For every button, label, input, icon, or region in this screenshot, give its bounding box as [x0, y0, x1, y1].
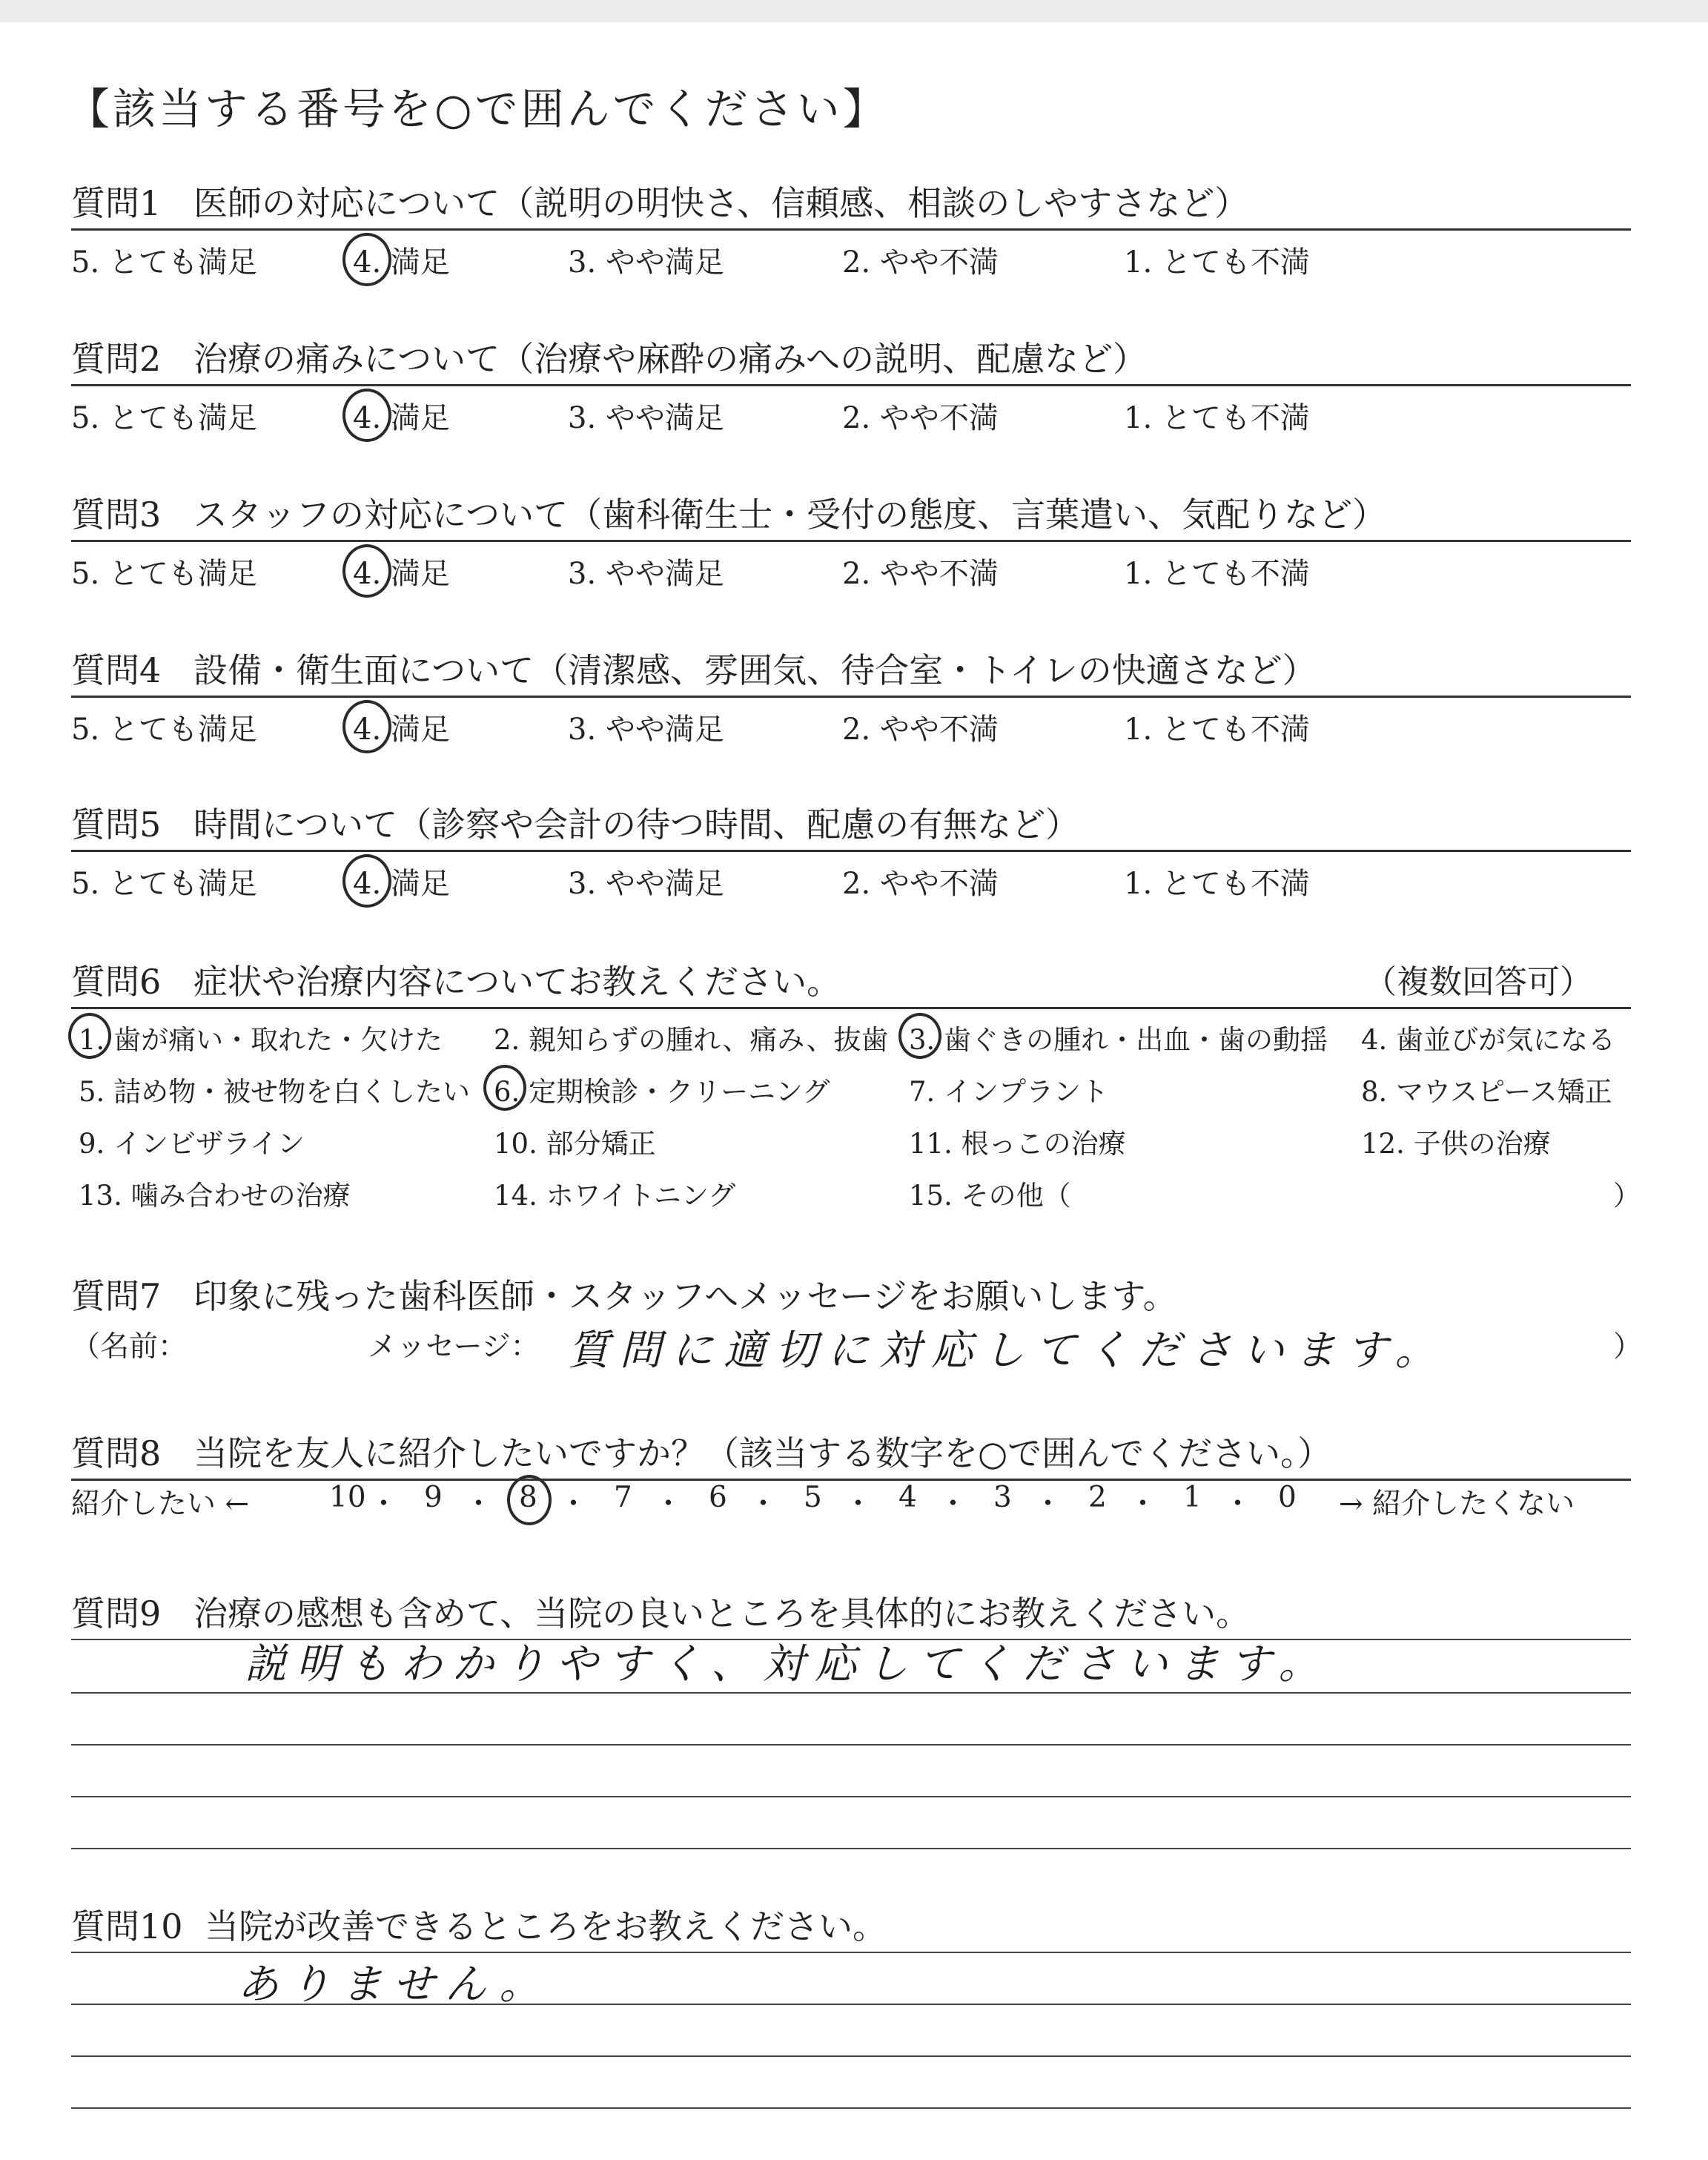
question-text: スタッフの対応について（歯科衛生士・受付の態度、言葉遣い、気配りなど）: [193, 495, 1387, 535]
question-text: 治療の痛みについて（治療や麻酔の痛みへの説明、配慮など）: [193, 339, 1148, 379]
rating-option[interactable]: 5. とても満足: [71, 867, 257, 901]
scale-dot: ・: [749, 1487, 778, 1521]
question-heading: [71, 1587, 1250, 1636]
scale-number[interactable]: 3: [993, 1481, 1012, 1514]
answer-line: [71, 2107, 1631, 2109]
symptom-option[interactable]: 2. 親知らずの腫れ、痛み、抜歯: [494, 1024, 889, 1056]
scale-number[interactable]: 1: [1183, 1481, 1202, 1514]
question-text: 当院が改善できるところをお教えください。: [205, 1906, 887, 1946]
selected-circle-mark: [342, 854, 391, 908]
scale-dot: ・: [844, 1487, 873, 1521]
symptom-option[interactable]: 7. インプラント: [909, 1076, 1109, 1108]
rating-option[interactable]: 1. とても不満: [1124, 557, 1310, 591]
scale-right-label: → 紹介したくない: [1339, 1487, 1575, 1521]
selected-circle-mark: [342, 233, 391, 286]
multiple-answer-note: （複数回答可）: [1364, 963, 1592, 1001]
rating-option[interactable]: 2. やや不満: [842, 713, 999, 747]
symptom-option[interactable]: 4. 歯並びが気になる: [1361, 1024, 1616, 1056]
handwritten-message: 質問に適切に対応してくださいます。: [568, 1327, 1447, 1375]
rating-option[interactable]: 3. やや満足: [568, 557, 724, 591]
question-number: 質問7: [71, 1276, 162, 1316]
symptom-option[interactable]: 10. 部分矯正: [494, 1128, 656, 1160]
heading-rule: [71, 228, 1631, 231]
heading-rule: [71, 850, 1631, 852]
question-text: 症状や治療内容についてお教えください。: [193, 962, 841, 1002]
selected-circle-mark: [483, 1065, 526, 1111]
scale-dot: ・: [464, 1487, 494, 1521]
rating-option[interactable]: 3. やや満足: [568, 867, 724, 901]
symptom-option[interactable]: 13. 噛み合わせの治療: [79, 1180, 351, 1212]
question-number: 質問8: [71, 1433, 162, 1473]
handwritten-answer: 説明もわかりやすく、対応してくださいます。: [245, 1640, 1331, 1688]
scale-dot: ・: [1033, 1487, 1063, 1521]
form-title: 【該当する番号を○で囲んでください】: [67, 84, 889, 134]
symptom-option[interactable]: 14. ホワイトニング: [494, 1180, 736, 1212]
rating-option[interactable]: 1. とても不満: [1124, 245, 1310, 280]
symptom-option[interactable]: 8. マウスピース矯正: [1361, 1076, 1612, 1108]
question-number: 質問6: [71, 962, 162, 1002]
question-heading: [71, 955, 841, 1004]
question-heading: [71, 488, 1386, 537]
rating-option[interactable]: 5. とても満足: [71, 557, 257, 591]
rating-option[interactable]: 1. とても不満: [1124, 401, 1310, 435]
question-heading: [71, 332, 1147, 381]
scale-number[interactable]: 2: [1088, 1481, 1107, 1514]
question-heading: [71, 798, 1079, 847]
handwritten-answer: ありません。: [237, 1961, 552, 2009]
question-text: 医師の対応について（説明の明快さ、信頼感、相談のしやすさなど）: [193, 183, 1249, 223]
question-text: 時間について（診察や会計の待つ時間、配慮の有無など）: [193, 805, 1080, 845]
heading-rule: [71, 540, 1631, 542]
symptom-option[interactable]: 9. インビザライン: [79, 1128, 305, 1160]
heading-rule: [71, 1007, 1631, 1009]
question-heading: [71, 644, 1317, 693]
question-number: 質問2: [71, 339, 162, 379]
question-heading: [71, 1427, 1331, 1476]
scale-number[interactable]: 0: [1278, 1481, 1297, 1514]
heading-rule: [71, 384, 1631, 386]
selected-circle-mark: [342, 700, 391, 753]
scale-number[interactable]: 7: [614, 1481, 632, 1514]
close-paren: ）: [1613, 1180, 1641, 1212]
scale-dot: ・: [559, 1487, 589, 1521]
symptom-options: [71, 1017, 1641, 1240]
close-paren: ）: [1613, 1330, 1643, 1364]
rating-option[interactable]: 2. やや不満: [842, 401, 999, 435]
question-text: 印象に残った歯科医師・スタッフへメッセージをお願いします。: [193, 1276, 1177, 1316]
symptom-option[interactable]: 6. 定期検診・クリーニング: [494, 1076, 830, 1108]
scale-number[interactable]: 10: [329, 1481, 366, 1514]
rating-option[interactable]: 4. 満足: [353, 713, 450, 747]
selected-circle-mark: [507, 1475, 552, 1525]
question-heading: [71, 1900, 887, 1949]
scale-left-label: 紹介したい ←: [71, 1487, 250, 1521]
question-number: 質問3: [71, 495, 162, 535]
rating-option[interactable]: 4. 満足: [353, 867, 450, 901]
scale-number[interactable]: 4: [898, 1481, 917, 1514]
rating-option[interactable]: 5. とても満足: [71, 713, 257, 747]
scan-top-border: [0, 0, 1708, 22]
answer-line: [71, 1744, 1631, 1745]
question-text: 治療の感想も含めて、当院の良いところを具体的にお教えください。: [193, 1593, 1251, 1634]
message-row: [71, 1324, 1643, 1375]
scale-dot: ・: [939, 1487, 968, 1521]
rating-option[interactable]: 5. とても満足: [71, 401, 257, 435]
name-label: （名前：: [71, 1330, 188, 1364]
heading-rule: [71, 696, 1631, 698]
selected-circle-mark: [68, 1013, 111, 1059]
rating-option[interactable]: 3. やや満足: [568, 245, 724, 280]
selected-circle-mark: [342, 389, 391, 442]
rating-option[interactable]: 1. とても不満: [1124, 867, 1310, 901]
scale-dot: ・: [1128, 1487, 1158, 1521]
question-number: 質問9: [71, 1593, 162, 1634]
rating-option[interactable]: 2. やや不満: [842, 557, 999, 591]
scale-number[interactable]: 8: [519, 1481, 537, 1514]
scale-dot: ・: [1223, 1487, 1253, 1521]
selected-circle-mark: [898, 1013, 941, 1059]
message-label: メッセージ：: [368, 1330, 540, 1364]
scale-number[interactable]: 6: [709, 1481, 727, 1514]
rating-option[interactable]: 4. 満足: [353, 557, 450, 591]
rating-option[interactable]: 4. 満足: [353, 245, 450, 280]
rating-option[interactable]: 4. 満足: [353, 401, 450, 435]
scale-number[interactable]: 5: [804, 1481, 822, 1514]
question-heading: [71, 176, 1248, 225]
rating-option[interactable]: 1. とても不満: [1124, 713, 1310, 747]
scale-dot: ・: [369, 1487, 399, 1521]
question-heading: [71, 1269, 1177, 1318]
question-number: 質問10: [71, 1906, 183, 1946]
question-text: 設備・衛生面について（清潔感、雰囲気、待合室・トイレの快適さなど）: [193, 650, 1317, 690]
answer-line: [71, 1796, 1631, 1797]
recommend-scale: [71, 1481, 1631, 1525]
question-number: 質問5: [71, 805, 162, 845]
question-number: 質問1: [71, 183, 162, 223]
symptom-option[interactable]: 15. その他（: [909, 1180, 1071, 1212]
selected-circle-mark: [342, 544, 391, 598]
rating-option[interactable]: 5. とても満足: [71, 245, 257, 280]
scale-dot: ・: [654, 1487, 683, 1521]
symptom-option[interactable]: 3. 歯ぐきの腫れ・出血・歯の動揺: [909, 1024, 1328, 1056]
symptom-option[interactable]: 5. 詰め物・被せ物を白くしたい: [79, 1076, 471, 1108]
rating-option[interactable]: 2. やや不満: [842, 245, 999, 280]
question-number: 質問4: [71, 650, 162, 690]
symptom-option[interactable]: 1. 歯が痛い・取れた・欠けた: [79, 1024, 443, 1056]
answer-line: [71, 1692, 1631, 1694]
symptom-option[interactable]: 12. 子供の治療: [1361, 1128, 1551, 1160]
question-text: 当院を友人に紹介したいですか？（該当する数字を○で囲んでください。）: [193, 1433, 1332, 1473]
rating-option[interactable]: 3. やや満足: [568, 401, 724, 435]
symptom-option[interactable]: 11. 根っこの治療: [909, 1128, 1126, 1160]
rating-option[interactable]: 3. やや満足: [568, 713, 724, 747]
answer-line: [71, 1848, 1631, 1849]
rating-option[interactable]: 2. やや不満: [842, 867, 999, 901]
scale-number[interactable]: 9: [424, 1481, 443, 1514]
answer-line: [71, 2055, 1631, 2057]
